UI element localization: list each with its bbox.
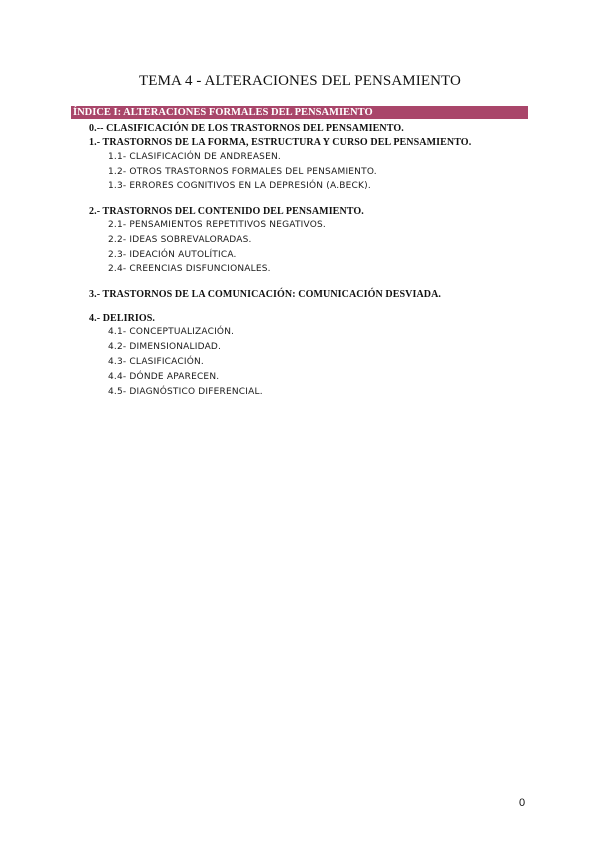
section-2-item: 2.3- IDEACIÓN AUTOLÍTICA. (108, 250, 237, 260)
section-1-item: 1.3- ERRORES COGNITIVOS EN LA DEPRESIÓN (A.BECK). (108, 181, 371, 191)
section-4-item: 4.1- CONCEPTUALIZACIÓN. (108, 327, 235, 337)
section-4-item: 4.4- DÓNDE APARECEN. (108, 372, 220, 382)
section-4-item: 4.5- DIAGNÓSTICO DIFERENCIAL. (108, 387, 263, 397)
section-1-item: 1.1- CLASIFICACIÓN DE ANDREASEN. (108, 152, 281, 162)
section-2-item: 2.4- CREENCIAS DISFUNCIONALES. (108, 264, 271, 274)
section-2-item: 2.1- PENSAMIENTOS REPETITIVOS NEGATIVOS. (108, 220, 326, 230)
section-3-heading: 3.- TRASTORNOS DE LA COMUNICACIÓN: COMUNICACIÓN DESVIADA. (89, 289, 442, 300)
section-2-item: 2.2- IDEAS SOBREVALORADAS. (108, 235, 252, 245)
section-0-heading: 0.-- CLASIFICACIÓN DE LOS TRASTORNOS DEL PENSAMIENTO. (89, 123, 404, 134)
section-1-heading: 1.- TRASTORNOS DE LA FORMA, ESTRUCTURA Y CURSO DEL PENSAMIENTO. (89, 137, 472, 148)
section-1-item: 1.2- OTROS TRASTORNOS FORMALES DEL PENSAMIENTO. (108, 167, 377, 177)
index-header: ÍNDICE I: ALTERACIONES FORMALES DEL PENSAMIENTO (73, 107, 373, 118)
page-title: TEMA 4 - ALTERACIONES DEL PENSAMIENTO (139, 73, 461, 89)
page-number: 0 (519, 797, 526, 809)
section-4-item: 4.2- DIMENSIONALIDAD. (108, 342, 222, 352)
section-2-heading: 2.- TRASTORNOS DEL CONTENIDO DEL PENSAMIENTO. (89, 206, 364, 217)
section-4-item: 4.3- CLASIFICACIÓN. (108, 357, 204, 367)
section-4-heading: 4.- DELIRIOS. (89, 313, 156, 324)
